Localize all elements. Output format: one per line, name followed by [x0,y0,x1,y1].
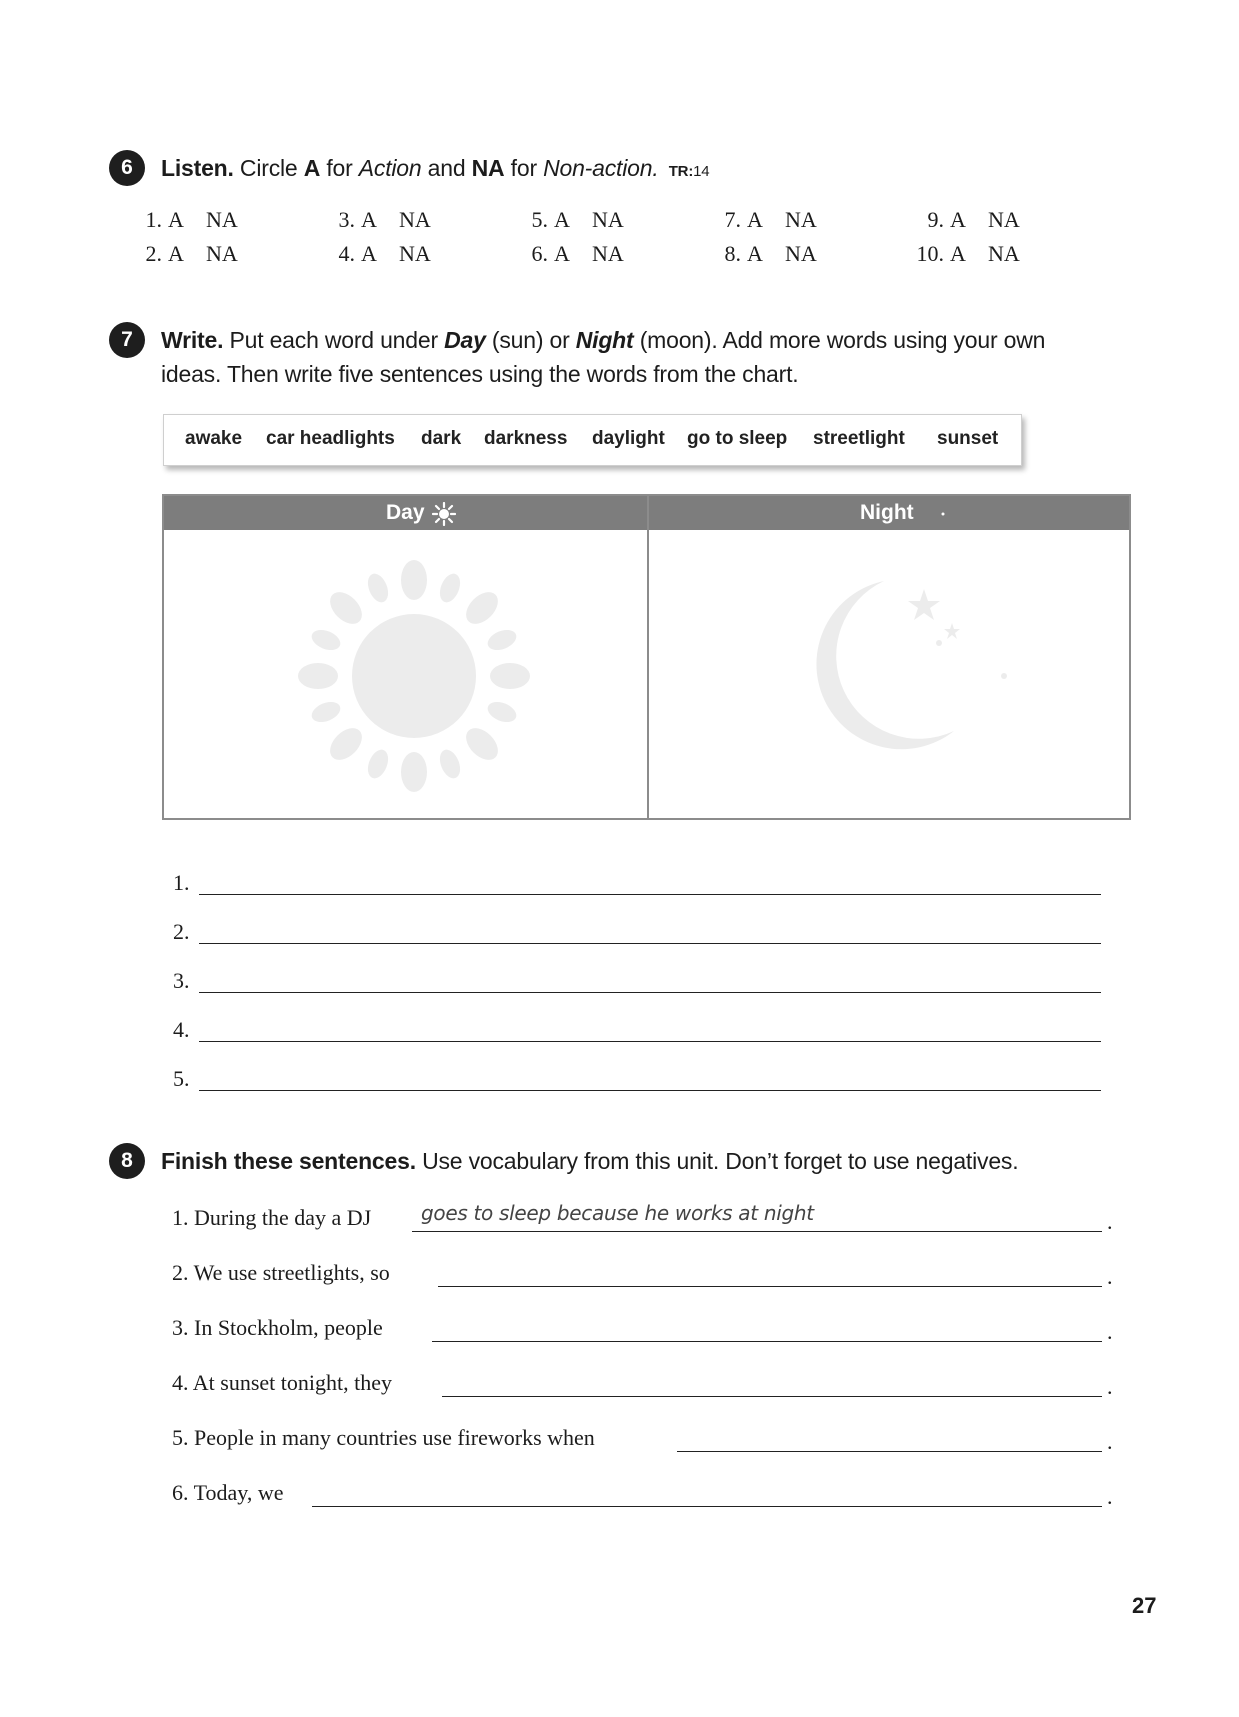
exercise-7-instructions: Write. Put each word under Day (sun) or Night (moon). Add more words using your own [161,327,1046,353]
word-bank [163,414,1022,466]
action-item-10[interactable]: 10. A NA [916,241,1020,266]
day-header: Day [386,501,425,524]
finish-sentence-5[interactable]: 5. People in many countries use fireworks when . [172,1425,1113,1454]
sun-icon [432,502,456,526]
word-bank-item: daylight [592,428,665,449]
action-item-1[interactable]: 1. A NA [145,207,238,232]
exercise-6-badge: 6 [109,150,145,186]
action-item-4[interactable]: 4. A NA [338,241,431,266]
action-item-6[interactable]: 6. A NA [531,241,624,266]
sentence-line-1[interactable]: 1. [173,870,1101,900]
finish-sentence-3[interactable]: 3. In Stockholm, people . [172,1315,1113,1344]
sentence-line-4[interactable]: 4. [173,1017,1101,1047]
finish-sentence-4[interactable]: 4. At sunset tonight, they . [172,1370,1113,1399]
action-item-5[interactable]: 5. A NA [531,207,624,232]
word-bank-item: awake [185,428,243,449]
track-number: 14 [693,163,710,180]
day-night-chart [162,494,1131,820]
word-bank-item: sunset [937,428,999,449]
action-item-8[interactable]: 8. A NA [724,241,817,266]
handwritten-answer: goes to sleep because he works at night [421,1201,814,1225]
track-label: TR: [668,163,694,180]
exercise-8-instructions: Finish these sentences. Use vocabulary from this unit. Don’t forget to use negatives. [161,1148,1019,1174]
moon-watermark [804,571,1024,771]
word-bank-item: dark [421,428,462,449]
chart-divider [647,496,649,818]
word-bank-item: go to sleep [687,428,788,449]
action-item-2[interactable]: 2. A NA [145,241,238,266]
action-item-9[interactable]: 9. A NA [927,207,1020,232]
word-bank-item: car headlights [266,428,395,449]
word-bank-item: streetlight [813,428,905,449]
action-item-3[interactable]: 3. A NA [338,207,431,232]
sentence-line-2[interactable]: 2. [173,919,1101,949]
exercise-8-badge: 8 [109,1143,145,1179]
moon-icon [924,503,948,525]
word-bank-item: darkness [484,428,568,449]
page-number: 27 [1132,1593,1157,1618]
finish-sentence-2[interactable]: 2. We use streetlights, so . [172,1260,1113,1289]
sun-watermark [294,556,534,796]
finish-sentence-1[interactable]: 1. During the day a DJ goes to sleep because he works at night . [172,1201,1113,1234]
exercise-7-instructions-line2: ideas. Then write five sentences using the words from the chart. [161,361,799,387]
exercise-7-badge: 7 [109,322,145,358]
exercise-6-instructions: Listen. Circle A for Action and NA for Non-action. TR:14 [161,155,710,181]
sentence-line-3[interactable]: 3. [173,968,1101,998]
night-header: Night [860,501,914,524]
sentence-line-5[interactable]: 5. [173,1066,1101,1096]
action-item-7[interactable]: 7. A NA [724,207,817,232]
finish-sentence-6[interactable]: 6. Today, we . [172,1480,1113,1509]
